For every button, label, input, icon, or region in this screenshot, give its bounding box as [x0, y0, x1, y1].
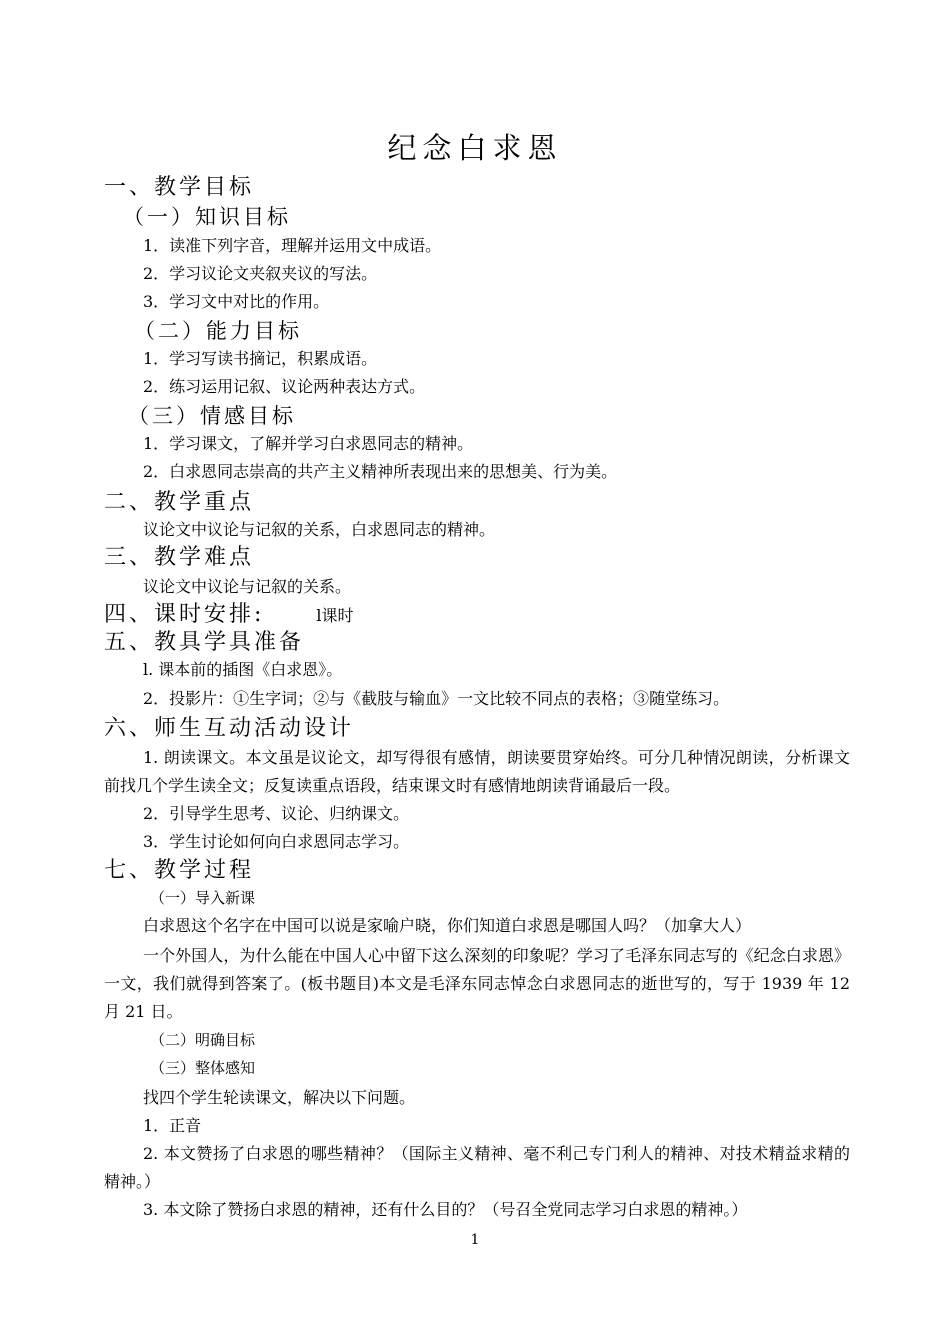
subheading-overview: （三）整体感知 [150, 1059, 256, 1077]
list-item: 2．引导学生思考、议论、归纳课文。 [143, 804, 410, 823]
list-item: 3．学生讨论如何向白求恩同志学习。 [143, 832, 410, 851]
schedule-label: 四、课时安排: [104, 602, 265, 627]
schedule-value: l课时 [316, 606, 354, 625]
paragraph: 2. 本文赞扬了白求恩的哪些精神？（国际主义精神、毫不利己专门利人的精神、对技术精益求精的精神。） [104, 1144, 850, 1191]
subheading-goals: （二）明确目标 [150, 1031, 256, 1049]
list-item: 2．投影片：①生字词；②与《截肢与输血》一文比较不同点的表格；③随堂练习。 [143, 689, 730, 708]
list-item: 1．正音 [143, 1116, 202, 1135]
paragraph: 一个外国人，为什么能在中国人心中留下这么深刻的印象呢？学习了毛泽东同志写的《纪念白求恩》一文，我们就得到答案了。(板书题目)本文是毛泽东同志悼念白求恩同志的逝世写的，写于 1939 年 12 月 21 日。 [104, 946, 850, 1021]
list-item: 3．学习文中对比的作用。 [143, 292, 330, 311]
subheading-ability-goals: （二）能力目标 [134, 319, 302, 343]
section-text: 议论文中议论与记叙的关系。 [143, 577, 352, 596]
paragraph: 1. 朗读课文。本文虽是议论文，却写得很有感情，朗读要贯穿始终。可分几种情况朗读，分析课文前找几个学生读全文；反复读重点语段，结束课文时有感情地朗读背诵最后一段。 [104, 748, 850, 795]
section-heading-difficulties: 三、教学难点 [104, 545, 255, 570]
list-item: 3. 本文除了赞扬白求恩的精神，还有什么目的？（号召全党同志学习白求恩的精神。） [143, 1200, 748, 1219]
list-item: 1．读准下列字音，理解并运用文中成语。 [143, 236, 442, 255]
subheading-emotion-goals: （三）情感目标 [128, 404, 296, 428]
section-heading-activities: 六、师生互动活动设计 [104, 716, 355, 741]
subheading-intro: （一）导入新课 [150, 889, 256, 907]
list-item: l. 课本前的插图《白求恩》。 [143, 660, 343, 679]
list-item: 1．学习写读书摘记，积累成语。 [143, 349, 378, 368]
list-item: 2．学习议论文夹叙夹议的写法。 [143, 264, 378, 283]
section-text: 议论文中议论与记叙的关系，白求恩同志的精神。 [143, 520, 496, 539]
list-item: 2．练习运用记叙、议论两种表达方式。 [143, 377, 426, 396]
section-heading-key-points: 二、教学重点 [104, 490, 255, 515]
document-title: 纪念白求恩 [387, 131, 563, 165]
section-heading-schedule [104, 600, 354, 631]
page-number: 1 [470, 1232, 480, 1248]
subheading-knowledge-goals: （一）知识目标 [123, 205, 291, 229]
section-heading-process: 七、教学过程 [104, 858, 255, 883]
paragraph: 找四个学生轮读课文，解决以下问题。 [143, 1088, 416, 1107]
list-item: 1．学习课文，了解并学习白求恩同志的精神。 [143, 434, 474, 453]
section-heading-materials: 五、教具学具准备 [104, 630, 305, 655]
section-heading-goals: 一、教学目标 [104, 175, 255, 200]
list-item: 2．白求恩同志崇高的共产主义精神所表现出来的思想美、行为美。 [143, 462, 618, 481]
paragraph: 白求恩这个名字在中国可以说是家喻户晓，你们知道白求恩是哪国人吗？（加拿大人） [143, 916, 752, 935]
